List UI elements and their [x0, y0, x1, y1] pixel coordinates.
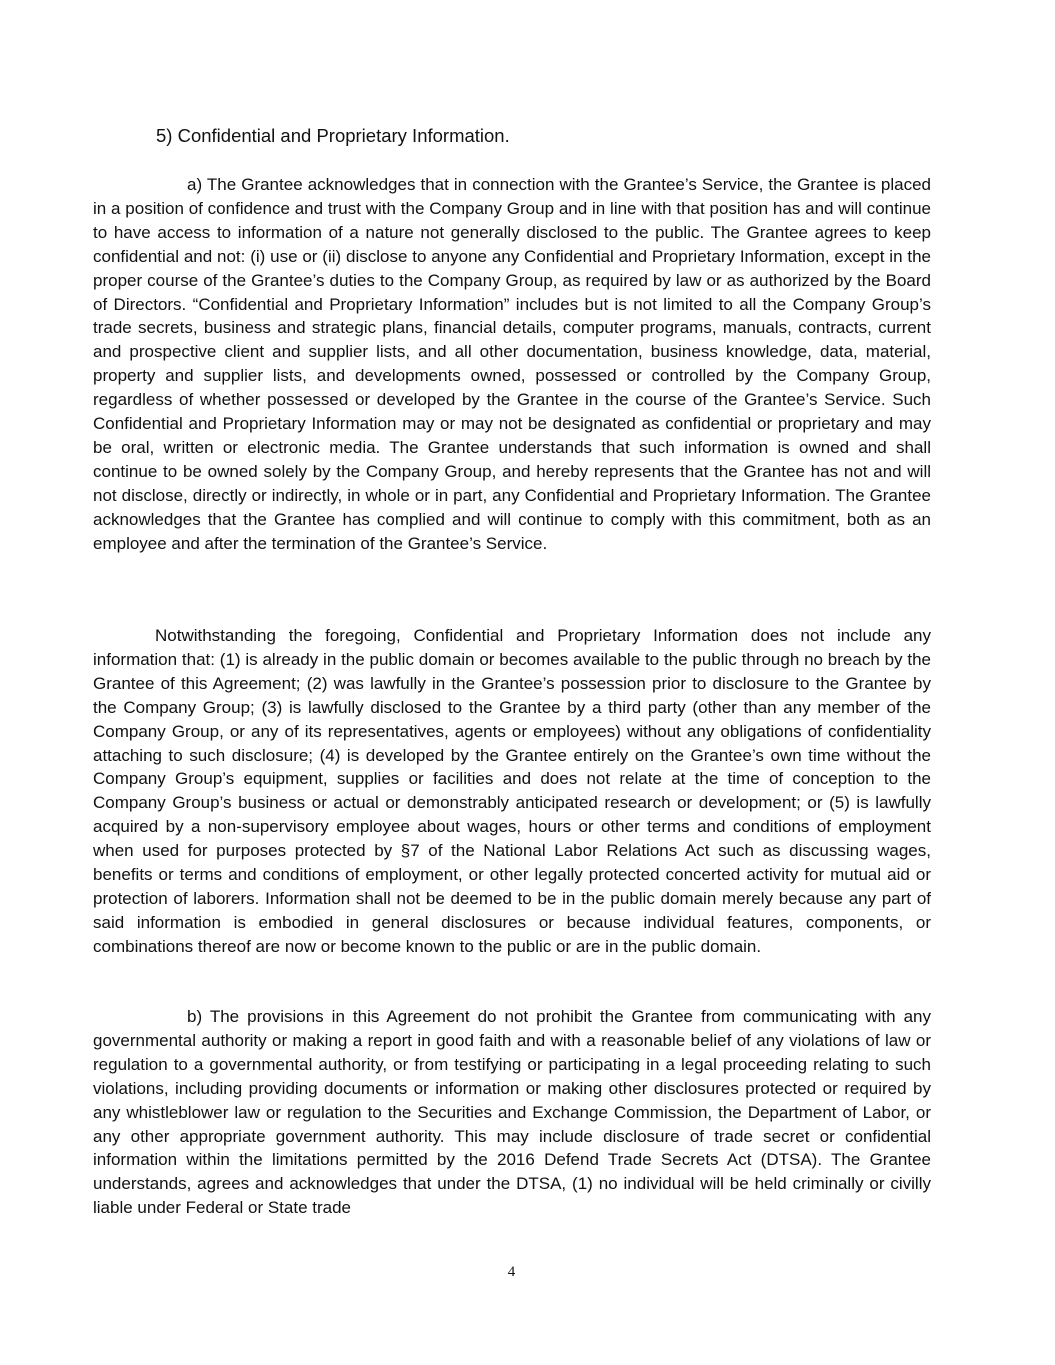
paragraph-a: a) The Grantee acknowledges that in connection with the Grantee’s Service, the Grantee is placed in a position of confidence and trust with the Company Group and in line with that position has and will continue to have access to information of a nature not generally disclosed to the public. The Grantee agrees to keep confidential and not: (i) use or (ii) disclose to anyone any Confidential and Proprietary Information, except in the proper course of the Grantee’s duties to the Company Group, as required by law or as authorized by the Board of Directors. “Confidential and Proprietary Information” includes but is not limited to all the Company Group’s trade secrets, business and strategic plans, financial details, computer programs, manuals, contracts, current and prospective client and supplier lists, and all other documentation, business knowledge, data, material, property and supplier lists, and developments owned, possessed or controlled by the Company Group, regardless of whether possessed or developed by the Grantee in the course of the Grantee’s Service. Such Confidential and Proprietary Information may or may not be designated as confidential or proprietary and may be oral, written or electronic media. The Grantee understands that such information is owned and shall continue to be owned solely by the Company Group, and hereby represents that the Grantee has not and will not disclose, directly or indirectly, in whole or in part, any Confidential and Proprietary Information. The Grantee acknowledges that the Grantee has complied and will continue to comply with this commitment, both as an employee and after the termination of the Grantee’s Service.	[93, 175, 931, 553]
page-number: 4	[507, 1264, 516, 1280]
section-heading: 5) Confidential and Proprietary Information.	[156, 125, 510, 146]
paragraph-exclusions: Notwithstanding the foregoing, Confidential and Proprietary Information does not include any information that: (1) is already in the public domain or becomes available to the public through no breach by the Grantee of this Agreement; (2) was lawfully in the Grantee’s possession prior to disclosure to the Grantee by the Company Group; (3) is lawfully disclosed to the Grantee by a third party (other than any member of the Company Group, or any of its representatives, agents or employees) without any obligations of confidentiality attaching to such disclosure; (4) is developed by the Grantee entirely on the Grantee’s own time without the Company Group’s equipment, supplies or facilities and does not relate at the time of conception to the Company Group’s business or actual or demonstrably anticipated research or development; or (5) is lawfully acquired by a non-supervisory employee about wages, hours or other terms and conditions of employment when used for purposes protected by §7 of the National Labor Relations Act such as discussing wages, benefits or terms and conditions of employment, or other legally protected concerted activity for mutual aid or protection of laborers. Information shall not be deemed to be in the public domain merely because any part of said information is embodied in general disclosures or because individual features, components, or combinations thereof are now or become known to the public or are in the public domain.	[93, 626, 931, 956]
paragraph-b: b) The provisions in this Agreement do not prohibit the Grantee from communicating with any governmental authority or making a report in good faith and with a reasonable belief of any violations of law or regulation to a governmental authority, or from testifying or participating in a legal proceeding relating to such violations, including providing documents or information or making other disclosures protected or required by any whistleblower law or regulation to the Securities and Exchange Commission, the Department of Labor, or any other appropriate government authority. This may include disclosure of trade secret or confidential information within the limitations permitted by the 2016 Defend Trade Secrets Act (DTSA). The Grantee understands, agrees and acknowledges that under the DTSA, (1) no individual will be held criminally or civilly liable under Federal or State trade	[93, 1007, 931, 1218]
